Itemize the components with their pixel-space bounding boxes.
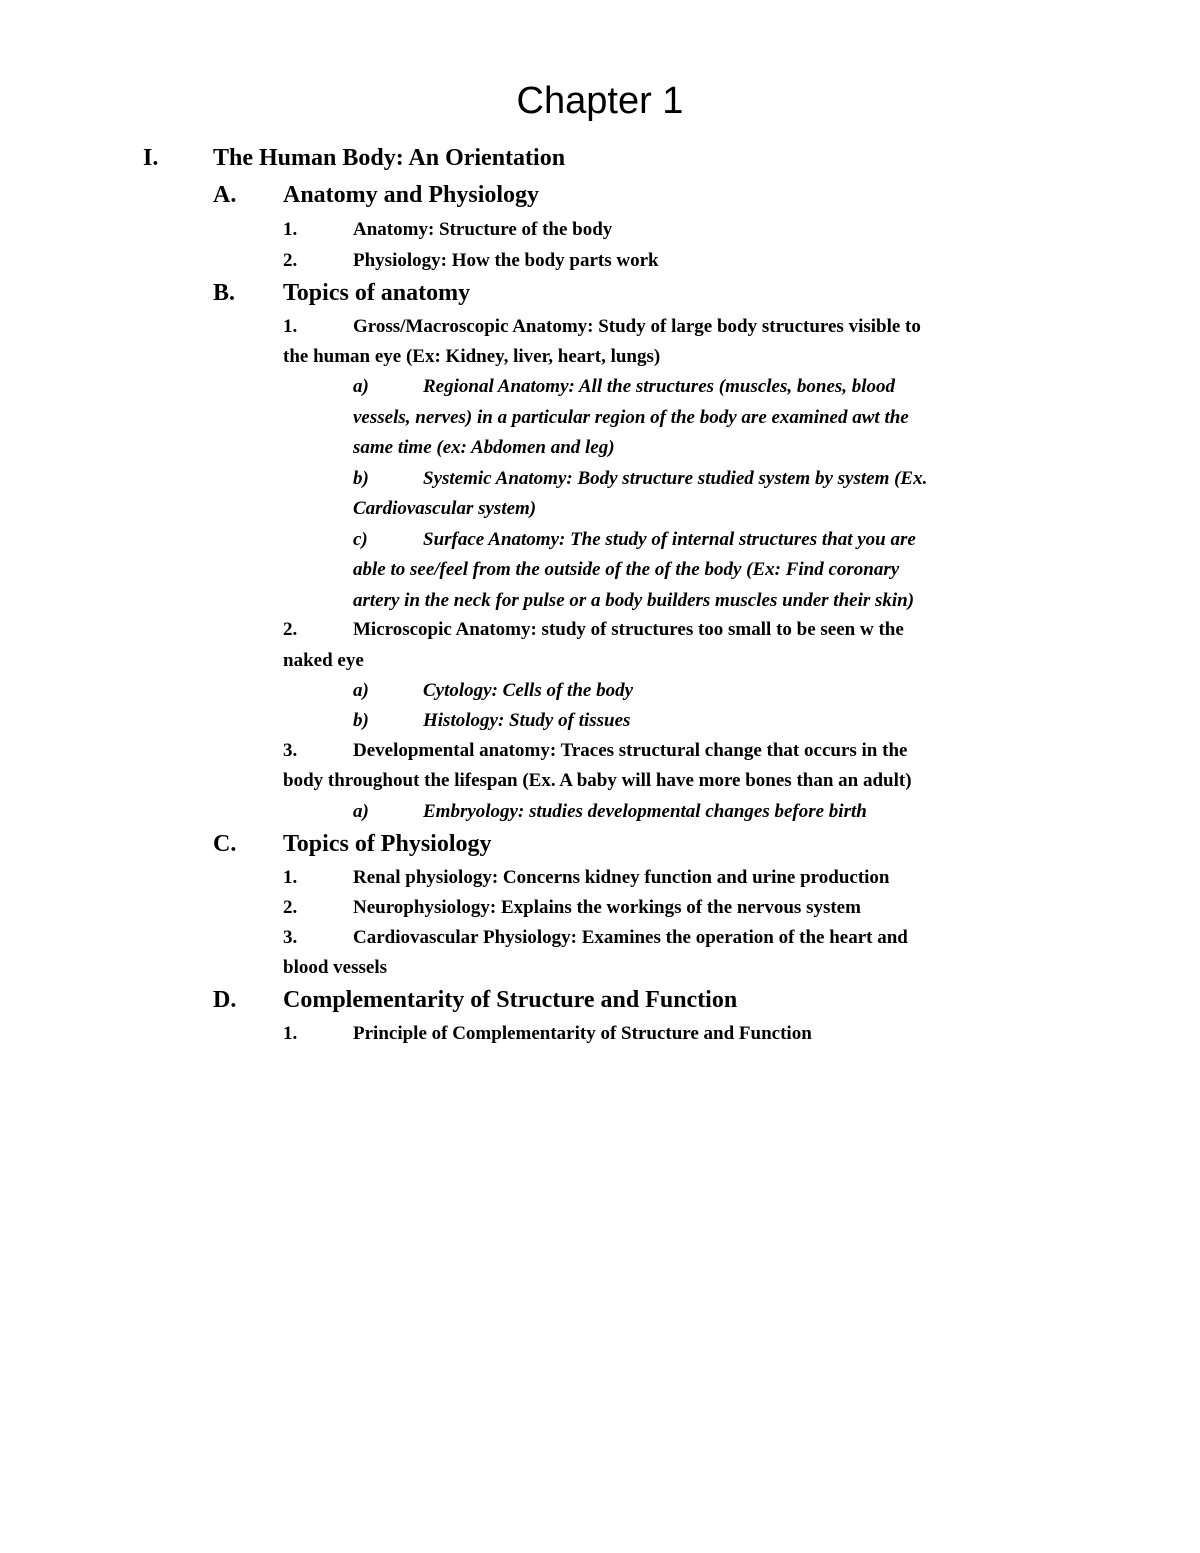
outline-text: vessels, nerves) in a particular region of the body are examined awt the [353,407,909,428]
outline-text: Topics of anatomy [283,280,471,306]
outline-marker: 3. [283,740,298,761]
outline-text: Neurophysiology: Explains the workings of the nervous system [353,897,861,918]
outline-text: Cardiovascular system) [353,498,537,519]
outline-marker: a) [353,376,369,397]
outline-text: Gross/Macroscopic Anatomy: Study of large body structures visible to [353,316,921,337]
outline-text: able to see/feel from the outside of the of the body (Ex: Find coronary [353,559,900,580]
outline-text: Cytology: Cells of the body [423,680,634,701]
outline-text: Anatomy and Physiology [283,182,540,208]
outline-text: Topics of Physiology [283,831,492,857]
outline-text: Developmental anatomy: Traces structural change that occurs in the [353,740,908,761]
outline-text: The Human Body: An Orientation [213,145,566,171]
outline-text: Surface Anatomy: The study of internal structures that you are [423,529,916,550]
outline-marker: a) [353,680,369,701]
outline-marker: B. [213,280,236,306]
outline-marker: 1. [283,219,298,240]
outline-marker: C. [213,831,237,857]
outline-text: Renal physiology: Concerns kidney function and urine production [353,867,890,888]
outline-marker: b) [353,468,369,489]
outline-text: Principle of Complementarity of Structure and Function [353,1023,812,1044]
outline-marker: I. [143,145,159,171]
outline-marker: c) [353,529,368,550]
outline-marker: b) [353,710,369,731]
outline-text: blood vessels [283,957,387,978]
outline-marker: 2. [283,619,298,640]
outline-text: Regional Anatomy: All the structures (muscles, bones, blood [423,376,896,397]
outline-marker: 2. [283,897,298,918]
outline-marker: A. [213,182,237,208]
page-title: Chapter 1 [516,80,684,122]
outline-text: Anatomy: Structure of the body [353,219,613,240]
outline-marker: 1. [283,316,298,337]
outline-text: Systemic Anatomy: Body structure studied system by system (Ex. [423,468,928,489]
outline-text: Microscopic Anatomy: study of structures too small to be seen w the [353,619,904,640]
outline-text: Embryology: studies developmental changes before birth [423,801,867,822]
outline-text: Cardiovascular Physiology: Examines the operation of the heart and [353,927,908,948]
outline-text: the human eye (Ex: Kidney, liver, heart, lungs) [283,346,661,367]
outline-text: Histology: Study of tissues [423,710,631,731]
outline-text: Physiology: How the body parts work [353,250,659,271]
outline-marker: 2. [283,250,298,271]
outline-marker: 3. [283,927,298,948]
outline-marker: a) [353,801,369,822]
outline-marker: 1. [283,1023,298,1044]
outline-marker: D. [213,987,237,1013]
outline-text: body throughout the lifespan (Ex. A baby will have more bones than an adult) [283,770,912,791]
outline-text: artery in the neck for pulse or a body builders muscles under their skin) [353,590,915,611]
outline-text: same time (ex: Abdomen and leg) [353,437,615,458]
outline-text: naked eye [283,650,364,671]
outline-text: Complementarity of Structure and Function [283,987,738,1013]
outline-marker: 1. [283,867,298,888]
